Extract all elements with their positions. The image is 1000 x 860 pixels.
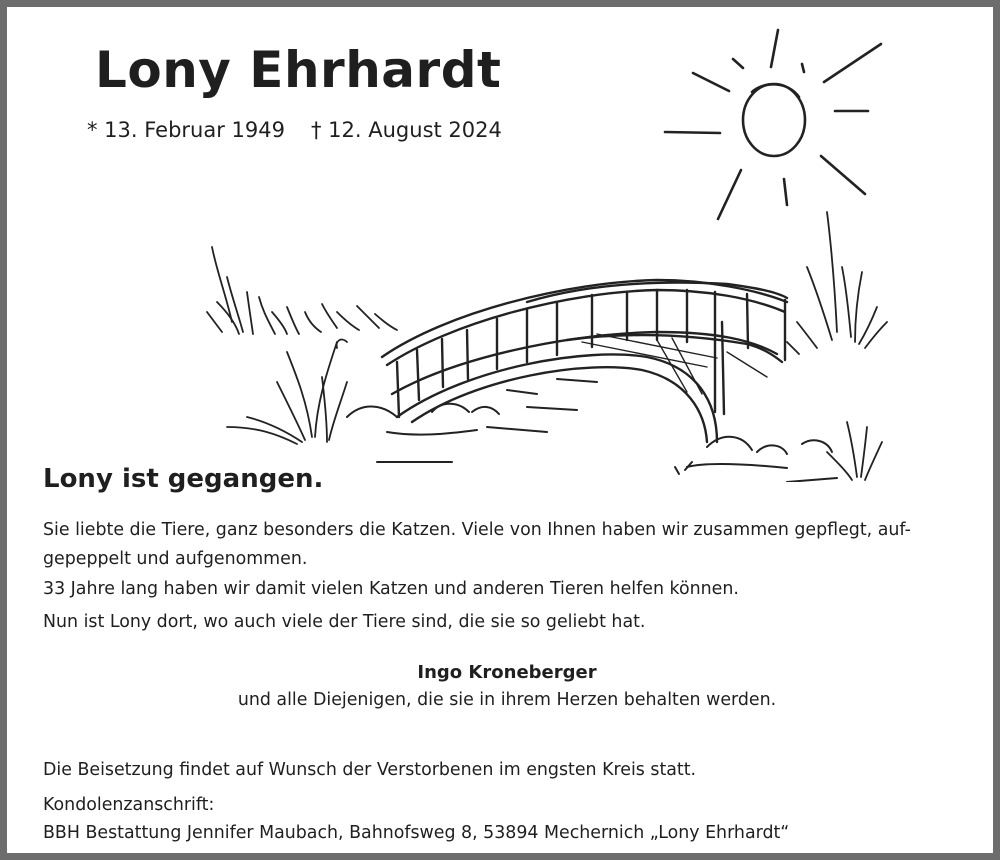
bridge-icon <box>382 280 787 442</box>
birth-date: * 13. Februar 1949 <box>87 118 285 142</box>
paragraph-years: 33 Jahre lang haben wir damit vielen Katzen und anderen Tieren helfen können. <box>43 579 739 599</box>
burial-note: Die Beisetzung findet auf Wunsch der Verstorbenen im engsten Kreis statt. <box>43 760 697 780</box>
signature-line: und alle Diejenigen, die sie in ihrem Herzen behalten werden. <box>237 690 777 710</box>
sun-icon <box>665 30 881 219</box>
paragraph-lony: Nun ist Lony dort, wo auch viele der Tiere sind, die sie so geliebt hat. <box>43 612 646 632</box>
death-date: † 12. August 2024 <box>311 118 502 142</box>
condolence-label: Kondolenzanschrift: <box>43 795 215 815</box>
signature-name: Ingo Kroneberger <box>417 662 597 683</box>
grass-left-icon <box>207 247 397 444</box>
condolence-address: BBH Bestattung Jennifer Maubach, Bahnofsweg 8, 53894 Mechernich „Lony Ehrhardt“ <box>43 823 790 843</box>
bridge-sun-illustration <box>187 22 907 482</box>
headline: Lony ist gegangen. <box>43 464 324 494</box>
paragraph-cats: Sie liebte die Tiere, ganz besonders die Katzen. Viele von Ihnen haben wir zusammen gepflegt, auf-gepeppelt und aufgenommen. <box>43 520 911 569</box>
deceased-name: Lony Ehrhardt <box>95 41 502 99</box>
grass-right-icon <box>787 212 887 480</box>
water-stones-icon <box>347 379 837 482</box>
